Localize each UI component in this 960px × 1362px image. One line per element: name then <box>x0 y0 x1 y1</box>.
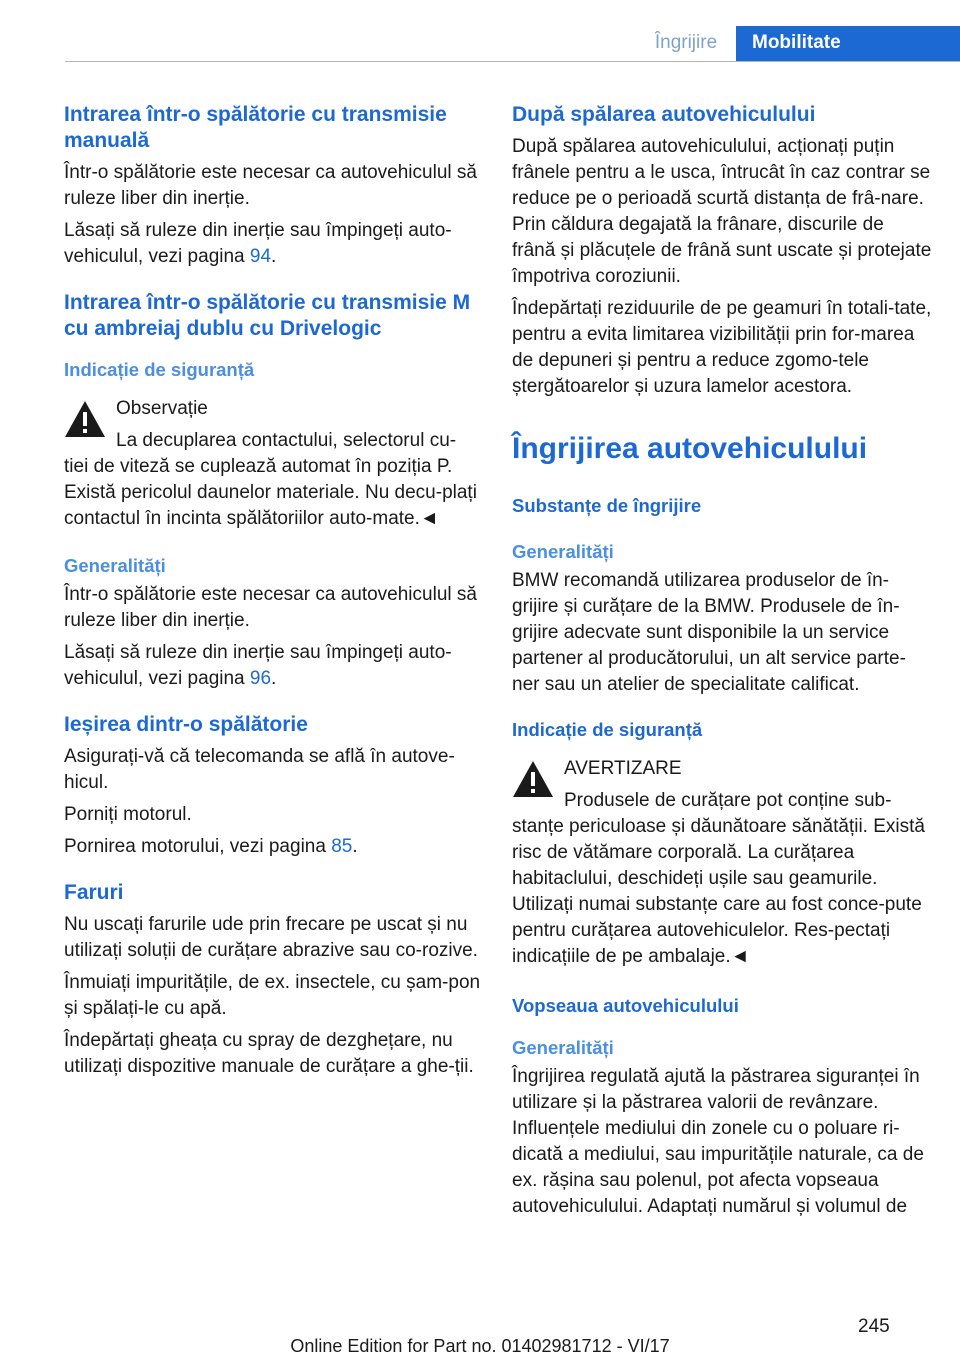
right-column <box>512 102 932 1226</box>
tab-ingrijire[interactable]: Îngrijire <box>654 32 718 53</box>
heading-m-transmission: Intrarea într-o spălătorie cu transmisie M cu ambreiaj dublu cu Drivelogic <box>64 291 471 340</box>
text: . <box>271 668 277 689</box>
heading-general: Generalități <box>512 1037 614 1058</box>
heading-safety: Indicație de siguranță <box>64 359 255 380</box>
paragraph: Într-o spălătorie este necesar ca autovehiculul să ruleze liber din inerție. <box>64 162 477 209</box>
paragraph <box>64 218 484 270</box>
page-header <box>0 0 960 62</box>
tab-mobilitate[interactable]: Mobilitate <box>736 26 960 62</box>
paragraph: Înmuiați impuritățile, de ex. insectele, cu șam-pon și spălați-le cu apă. <box>64 972 481 1019</box>
warning-text: stanțe periculoase și dăunătoare sănătății. Există risc de vătămare corporală. La curățarea habitaclului, deschideți ușile sau geamurile. Utilizați numai substanțe care au fost conce-pute pentru curățarea autovehiculelor. Res-pectați indicațiile de pe ambalaje.◄ <box>512 816 925 967</box>
heading-paint: Vopseaua autovehiculului <box>512 995 739 1016</box>
heading-general: Generalități <box>64 555 166 576</box>
warning-text-line1: Produsele de curățare pot conține sub- <box>564 790 892 811</box>
heading-safety: Indicație de siguranță <box>512 719 703 740</box>
warning-block <box>64 396 484 532</box>
paragraph: Într-o spălătorie este necesar ca autovehiculul să ruleze liber din inerție. <box>64 584 477 631</box>
warning-text-line1: La decuplarea contactului, selectorul cu- <box>116 430 457 451</box>
heading-general: Generalități <box>512 541 614 562</box>
warning-triangle-icon <box>64 400 106 438</box>
warning-triangle-icon <box>512 760 554 798</box>
heading-faruri: Faruri <box>64 881 124 904</box>
paragraph <box>64 640 484 692</box>
heading-after-wash: După spălarea autovehiculului <box>512 103 816 126</box>
text: . <box>352 836 358 857</box>
text: Lăsați să ruleze din inerție sau împingeți auto-vehiculul, vezi pagina <box>64 220 452 267</box>
heading-vehicle-care: Îngrijirea autovehiculului <box>512 432 868 465</box>
text: Lăsați să ruleze din inerție sau împingeți auto-vehiculul, vezi pagina <box>64 642 452 689</box>
heading-exit: Ieșirea dintr-o spălătorie <box>64 713 308 736</box>
warning-text: tiei de viteză se cuplează automat în poziția P. Există pericolul daunelor materiale. Nu decu-plați contactul în incinta spălătoriilor auto-mate.◄ <box>64 456 477 529</box>
edition-note: Online Edition for Part no. 01402981712 - VI/17 <box>290 1336 670 1356</box>
paragraph: Îndepărtați gheața cu spray de dezghețare, nu utilizați dispozitive manuale de curățare a ghe-ții. <box>64 1030 474 1077</box>
paragraph: Îngrijirea regulată ajută la păstrarea siguranței în utilizare și la păstrarea valorii de revânzare. Influențele mediului din zonele cu o poluare ri-dicată a mediului, sau impuritățile naturale, ca de ex. rășina sau polenul, pot afecta vopseaua autovehiculului. Adaptați numărul și volumul de <box>512 1066 924 1217</box>
heading-care-products: Substanțe de îngrijire <box>512 495 702 516</box>
left-column <box>64 102 484 1086</box>
paragraph: După spălarea autovehiculului, acționați puțin frânele pentru a le usca, întrucât în caz contrar se reduce pe o perioadă scurtă distanța de frâ-nare. Prin căldura degajată la frânare, discurile de frână și plăcuțele de frână sunt uscate și protejate împotriva coroziunii. <box>512 136 932 287</box>
warning-title: AVERTIZARE <box>564 758 682 779</box>
page-link-85[interactable]: 85 <box>331 836 353 857</box>
warning-block <box>512 756 932 970</box>
page-link-94[interactable]: 94 <box>249 246 272 267</box>
page-number: 245 <box>858 1316 890 1337</box>
paragraph: BMW recomandă utilizarea produselor de în-grijire și curățare de la BMW. Produsele de în-grijire adecvate sunt disponibile la un service partener al producătorului, un alt service parte-ner sau un atelier de specialitate calificat. <box>512 570 906 695</box>
paragraph: Îndepărtați reziduurile de pe geamuri în totali-tate, pentru a evita limitarea vizibilității prin for-marea de depuneri și pentru a reduce zgomo-tele ștergătoarelor și uzura lamelor acestora. <box>512 298 932 397</box>
text: . <box>271 246 277 267</box>
heading-manual-transmission: Intrarea într-o spălătorie cu transmisie manuală <box>64 103 447 152</box>
page-link-96[interactable]: 96 <box>249 668 272 689</box>
text: Pornirea motorului, vezi pagina <box>64 836 332 857</box>
warning-title: Observație <box>116 398 208 419</box>
paragraph: Asigurați-vă că telecomanda se află în autove-hicul. <box>64 746 455 793</box>
header-divider <box>65 61 960 62</box>
paragraph <box>64 834 484 860</box>
paragraph: Porniți motorul. <box>64 804 192 825</box>
paragraph: Nu uscați farurile ude prin frecare pe uscat și nu utilizați soluții de curățare abrazive sau co-rozive. <box>64 914 478 961</box>
